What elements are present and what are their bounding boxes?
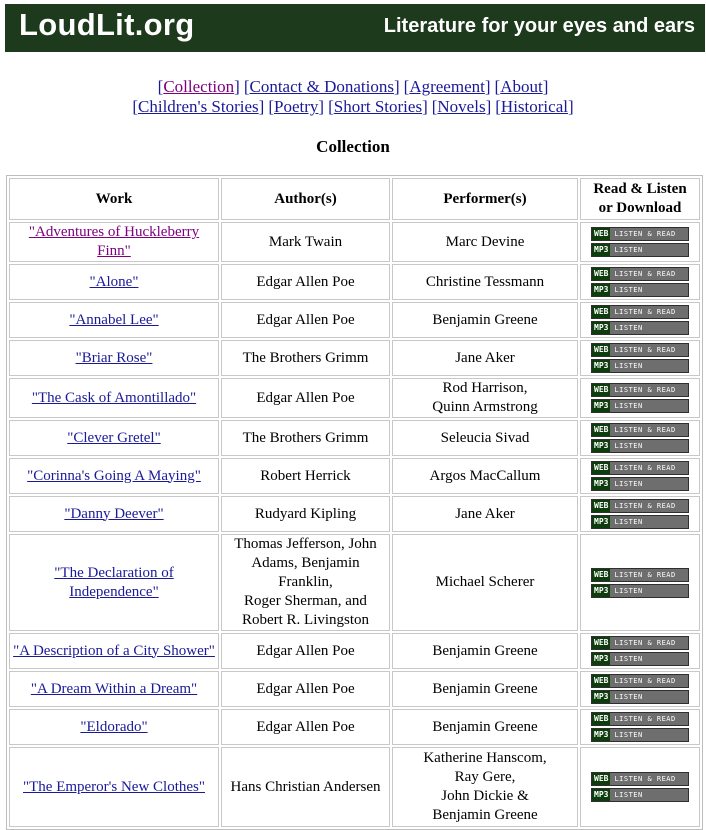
performer-cell: Michael Scherer (392, 534, 578, 631)
mp3-listen-button[interactable]: MP3 LISTEN (591, 477, 689, 491)
table-row (9, 633, 700, 669)
nav-contact-link[interactable]: [Contact & Donations] (243, 77, 400, 96)
author-cell: Edgar Allen Poe (221, 709, 390, 745)
listen-cell (580, 496, 700, 532)
mp3-listen-button[interactable]: MP3 LISTEN (591, 728, 689, 742)
listen-cell (580, 458, 700, 494)
table-row (9, 264, 700, 300)
author-cell: Mark Twain (221, 222, 390, 262)
nav-childrens-stories-link[interactable]: [Children's Stories] (132, 97, 265, 116)
listen-cell (580, 709, 700, 745)
mp3-listen-button[interactable]: MP3 LISTEN (591, 515, 689, 529)
mp3-listen-button[interactable]: MP3 LISTEN (591, 652, 689, 666)
performer-cell: Katherine Hanscom, Ray Gere, John Dickie & Benjamin Greene (392, 747, 578, 827)
work-link[interactable]: "Danny Deever" (64, 505, 164, 522)
listen-cell (580, 378, 700, 418)
web-listen-read-button[interactable]: WEB LISTEN & READ (591, 674, 689, 688)
table-row (9, 340, 700, 376)
table-row (9, 458, 700, 494)
web-listen-read-button[interactable]: WEB LISTEN & READ (591, 712, 689, 726)
table-row (9, 671, 700, 707)
web-listen-read-button[interactable]: WEB LISTEN & READ (591, 267, 689, 281)
table-row (9, 496, 700, 532)
web-listen-read-button[interactable]: WEB LISTEN & READ (591, 423, 689, 437)
category-nav (0, 97, 706, 117)
author-cell: The Brothers Grimm (221, 340, 390, 376)
web-listen-read-button[interactable]: WEB LISTEN & READ (591, 227, 689, 241)
performer-cell: Benjamin Greene (392, 709, 578, 745)
mp3-listen-button[interactable]: MP3 LISTEN (591, 788, 689, 802)
author-cell: Robert Herrick (221, 458, 390, 494)
collection-table (6, 175, 703, 830)
performer-cell: Rod Harrison, Quinn Armstrong (392, 378, 578, 418)
table-row (9, 747, 700, 827)
table-row (9, 302, 700, 338)
mp3-listen-button[interactable]: MP3 LISTEN (591, 690, 689, 704)
nav-about-link[interactable]: [About] (494, 77, 549, 96)
performer-cell: Seleucia Sivad (392, 420, 578, 456)
performer-cell: Jane Aker (392, 340, 578, 376)
listen-cell (580, 420, 700, 456)
site-banner (5, 4, 705, 52)
web-listen-read-button[interactable]: WEB LISTEN & READ (591, 499, 689, 513)
author-cell: Edgar Allen Poe (221, 633, 390, 669)
performer-cell: Jane Aker (392, 496, 578, 532)
table-row (9, 420, 700, 456)
author-cell: The Brothers Grimm (221, 420, 390, 456)
performer-cell: Christine Tessmann (392, 264, 578, 300)
web-listen-read-button[interactable]: WEB LISTEN & READ (591, 772, 689, 786)
column-header-work: Work (9, 178, 219, 220)
page-title: Collection (316, 137, 390, 156)
work-link[interactable]: "Alone" (89, 273, 139, 290)
nav-collection-link[interactable]: [Collection] (157, 77, 240, 96)
nav-poetry-link[interactable]: [Poetry] (268, 97, 325, 116)
author-cell: Thomas Jefferson, John Adams, Benjamin Franklin, Roger Sherman, and Robert R. Livingston (221, 534, 390, 631)
work-link[interactable]: "Adventures of Huckleberry Finn" (28, 224, 200, 259)
mp3-listen-button[interactable]: MP3 LISTEN (591, 283, 689, 297)
mp3-listen-button[interactable]: MP3 LISTEN (591, 359, 689, 373)
mp3-listen-button[interactable]: MP3 LISTEN (591, 439, 689, 453)
performer-cell: Benjamin Greene (392, 671, 578, 707)
nav-short-stories-link[interactable]: [Short Stories] (328, 97, 428, 116)
author-cell: Rudyard Kipling (221, 496, 390, 532)
work-link[interactable]: "A Dream Within a Dream" (30, 680, 198, 697)
mp3-listen-button[interactable]: MP3 LISTEN (591, 243, 689, 257)
author-cell: Hans Christian Andersen (221, 747, 390, 827)
table-row (9, 378, 700, 418)
site-logo[interactable]: LoudLit.org (19, 7, 195, 42)
listen-cell (580, 747, 700, 827)
mp3-listen-button[interactable]: MP3 LISTEN (591, 321, 689, 335)
author-cell: Edgar Allen Poe (221, 378, 390, 418)
work-link[interactable]: "A Description of a City Shower" (13, 642, 215, 659)
column-header-performers: Performer(s) (392, 178, 578, 220)
listen-cell (580, 671, 700, 707)
nav-historical-link[interactable]: [Historical] (495, 97, 574, 116)
site-tagline: Literature for your eyes and ears (383, 15, 695, 37)
listen-cell (580, 222, 700, 262)
performer-cell: Marc Devine (392, 222, 578, 262)
work-link[interactable]: "The Declaration of Independence" (54, 564, 174, 600)
web-listen-read-button[interactable]: WEB LISTEN & READ (591, 383, 689, 397)
work-link[interactable]: "The Cask of Amontillado" (31, 389, 197, 406)
mp3-listen-button[interactable]: MP3 LISTEN (591, 399, 689, 413)
listen-cell (580, 633, 700, 669)
web-listen-read-button[interactable]: WEB LISTEN & READ (591, 305, 689, 319)
work-link[interactable]: "Eldorado" (80, 718, 148, 735)
listen-cell (580, 340, 700, 376)
author-cell: Edgar Allen Poe (221, 302, 390, 338)
work-link[interactable]: "Corinna's Going A Maying" (27, 467, 201, 484)
performer-cell: Benjamin Greene (392, 302, 578, 338)
listen-cell (580, 264, 700, 300)
column-header-authors: Author(s) (221, 178, 390, 220)
primary-nav (0, 77, 706, 97)
table-row (9, 222, 700, 262)
web-listen-read-button[interactable]: WEB LISTEN & READ (591, 568, 689, 582)
performer-cell: Benjamin Greene (392, 633, 578, 669)
listen-cell (580, 302, 700, 338)
performer-cell: Argos MacCallum (392, 458, 578, 494)
work-link[interactable]: "The Emperor's New Clothes" (23, 778, 205, 795)
mp3-listen-button[interactable]: MP3 LISTEN (591, 584, 689, 598)
author-cell: Edgar Allen Poe (221, 264, 390, 300)
listen-cell (580, 534, 700, 631)
nav-agreement-link[interactable]: [Agreement] (403, 77, 491, 96)
web-listen-read-button[interactable]: WEB LISTEN & READ (591, 636, 689, 650)
nav-novels-link[interactable]: [Novels] (431, 97, 492, 116)
author-cell: Edgar Allen Poe (221, 671, 390, 707)
work-link[interactable]: "Clever Gretel" (67, 429, 161, 446)
work-link[interactable]: "Annabel Lee" (69, 311, 159, 328)
table-row (9, 709, 700, 745)
column-header-listen: Read & Listen or Download (580, 178, 700, 220)
web-listen-read-button[interactable]: WEB LISTEN & READ (591, 461, 689, 475)
work-link[interactable]: "Briar Rose" (75, 349, 153, 366)
table-row (9, 534, 700, 631)
web-listen-read-button[interactable]: WEB LISTEN & READ (591, 343, 689, 357)
